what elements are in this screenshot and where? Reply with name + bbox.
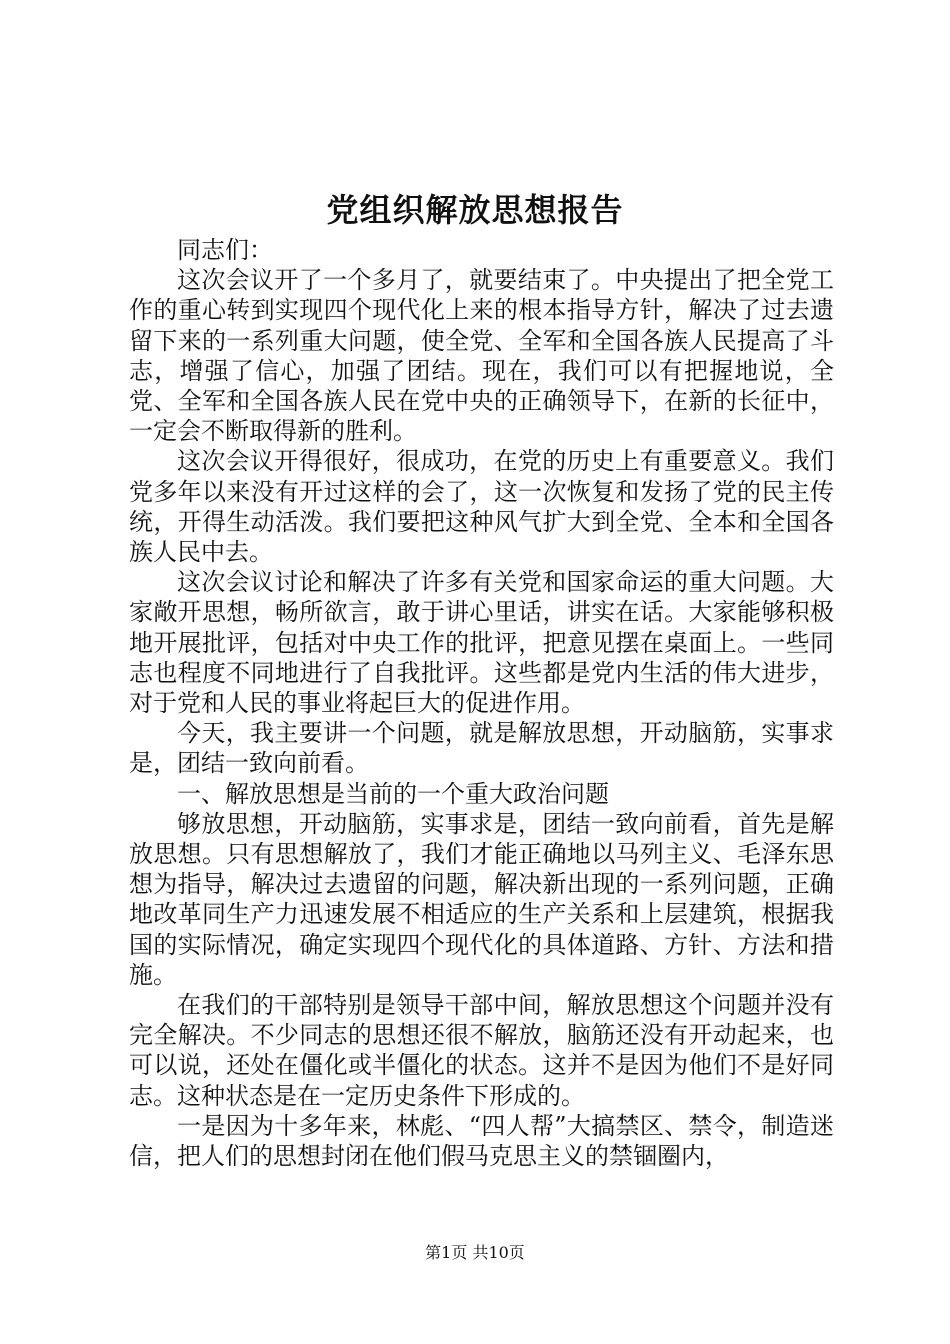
paragraph-6: 在我们的干部特别是领导干部中间，解放思想这个问题并没有完全解决。不少同志的思想还很不解放，脑筋还没有开动起来，也可以说，还处在僵化或半僵化的状态。这并不是因为他们不是好同志。这种状态是在一定历史条件下形成的。 [129, 991, 834, 1110]
paragraph-4: 今天，我主要讲一个问题，就是解放思想，开动脑筋，实事求是，团结一致向前看。 [129, 719, 834, 778]
page-footer: 第1页 共10页 [425, 1243, 525, 1262]
paragraph-3: 这次会议讨论和解决了许多有关党和国家命运的重大问题。大家敞开思想，畅所欲言，敢于讲心里话，讲实在话。大家能够积极地开展批评，包括对中央工作的批评，把意见摆在桌面上。一些同志也程度不同地进行了自我批评。这些都是党内生活的伟大进步，对于党和人民的事业将起巨大的促进作用。 [129, 568, 834, 718]
document-title: 党组织解放思想报告 [326, 191, 624, 229]
paragraph-1: 这次会议开了一个多月了，就要结束了。中央提出了把全党工作的重心转到实现四个现代化上来的根本指导方针，解决了过去遗留下来的一系列重大问题，使全党、全军和全国各族人民提高了斗志，增强了信心，加强了团结。现在，我们可以有把握地说，全党、全军和全国各族人民在党中央的正确领导下，在新的长征中，一定会不断取得新的胜利。 [129, 266, 834, 446]
paragraph-7: 一是因为十多年来，林彪、“四人帮”大搞禁区、禁令，制造迷信，把人们的思想封闭在他们假马克思主义的禁锢圈内， [129, 1111, 834, 1171]
document-body [129, 235, 834, 1171]
section-heading-1: 一、解放思想是当前的一个重大政治问题 [177, 779, 609, 808]
paragraph-2: 这次会议开得很好，很成功，在党的历史上有重要意义。我们党多年以来没有开过这样的会了，这一次恢复和发扬了党的民主传统，开得生动活泼。我们要把这种风气扩大到全党、全本和全国各族人民中去。 [129, 447, 834, 567]
paragraph-5: 够放思想，开动脑筋，实事求是，团结一致向前看，首先是解放思想。只有思想解放了，我们才能正确地以马列主义、毛泽东思想为指导，解决过去遗留的问题，解决新出现的一系列问题，正确地改革同生产力迅速发展不相适应的生产关系和上层建筑，根据我国的实际情况，确定实现四个现代化的具体道路、方针、方法和措施。 [129, 809, 834, 989]
salutation: 同志们： [177, 236, 273, 264]
